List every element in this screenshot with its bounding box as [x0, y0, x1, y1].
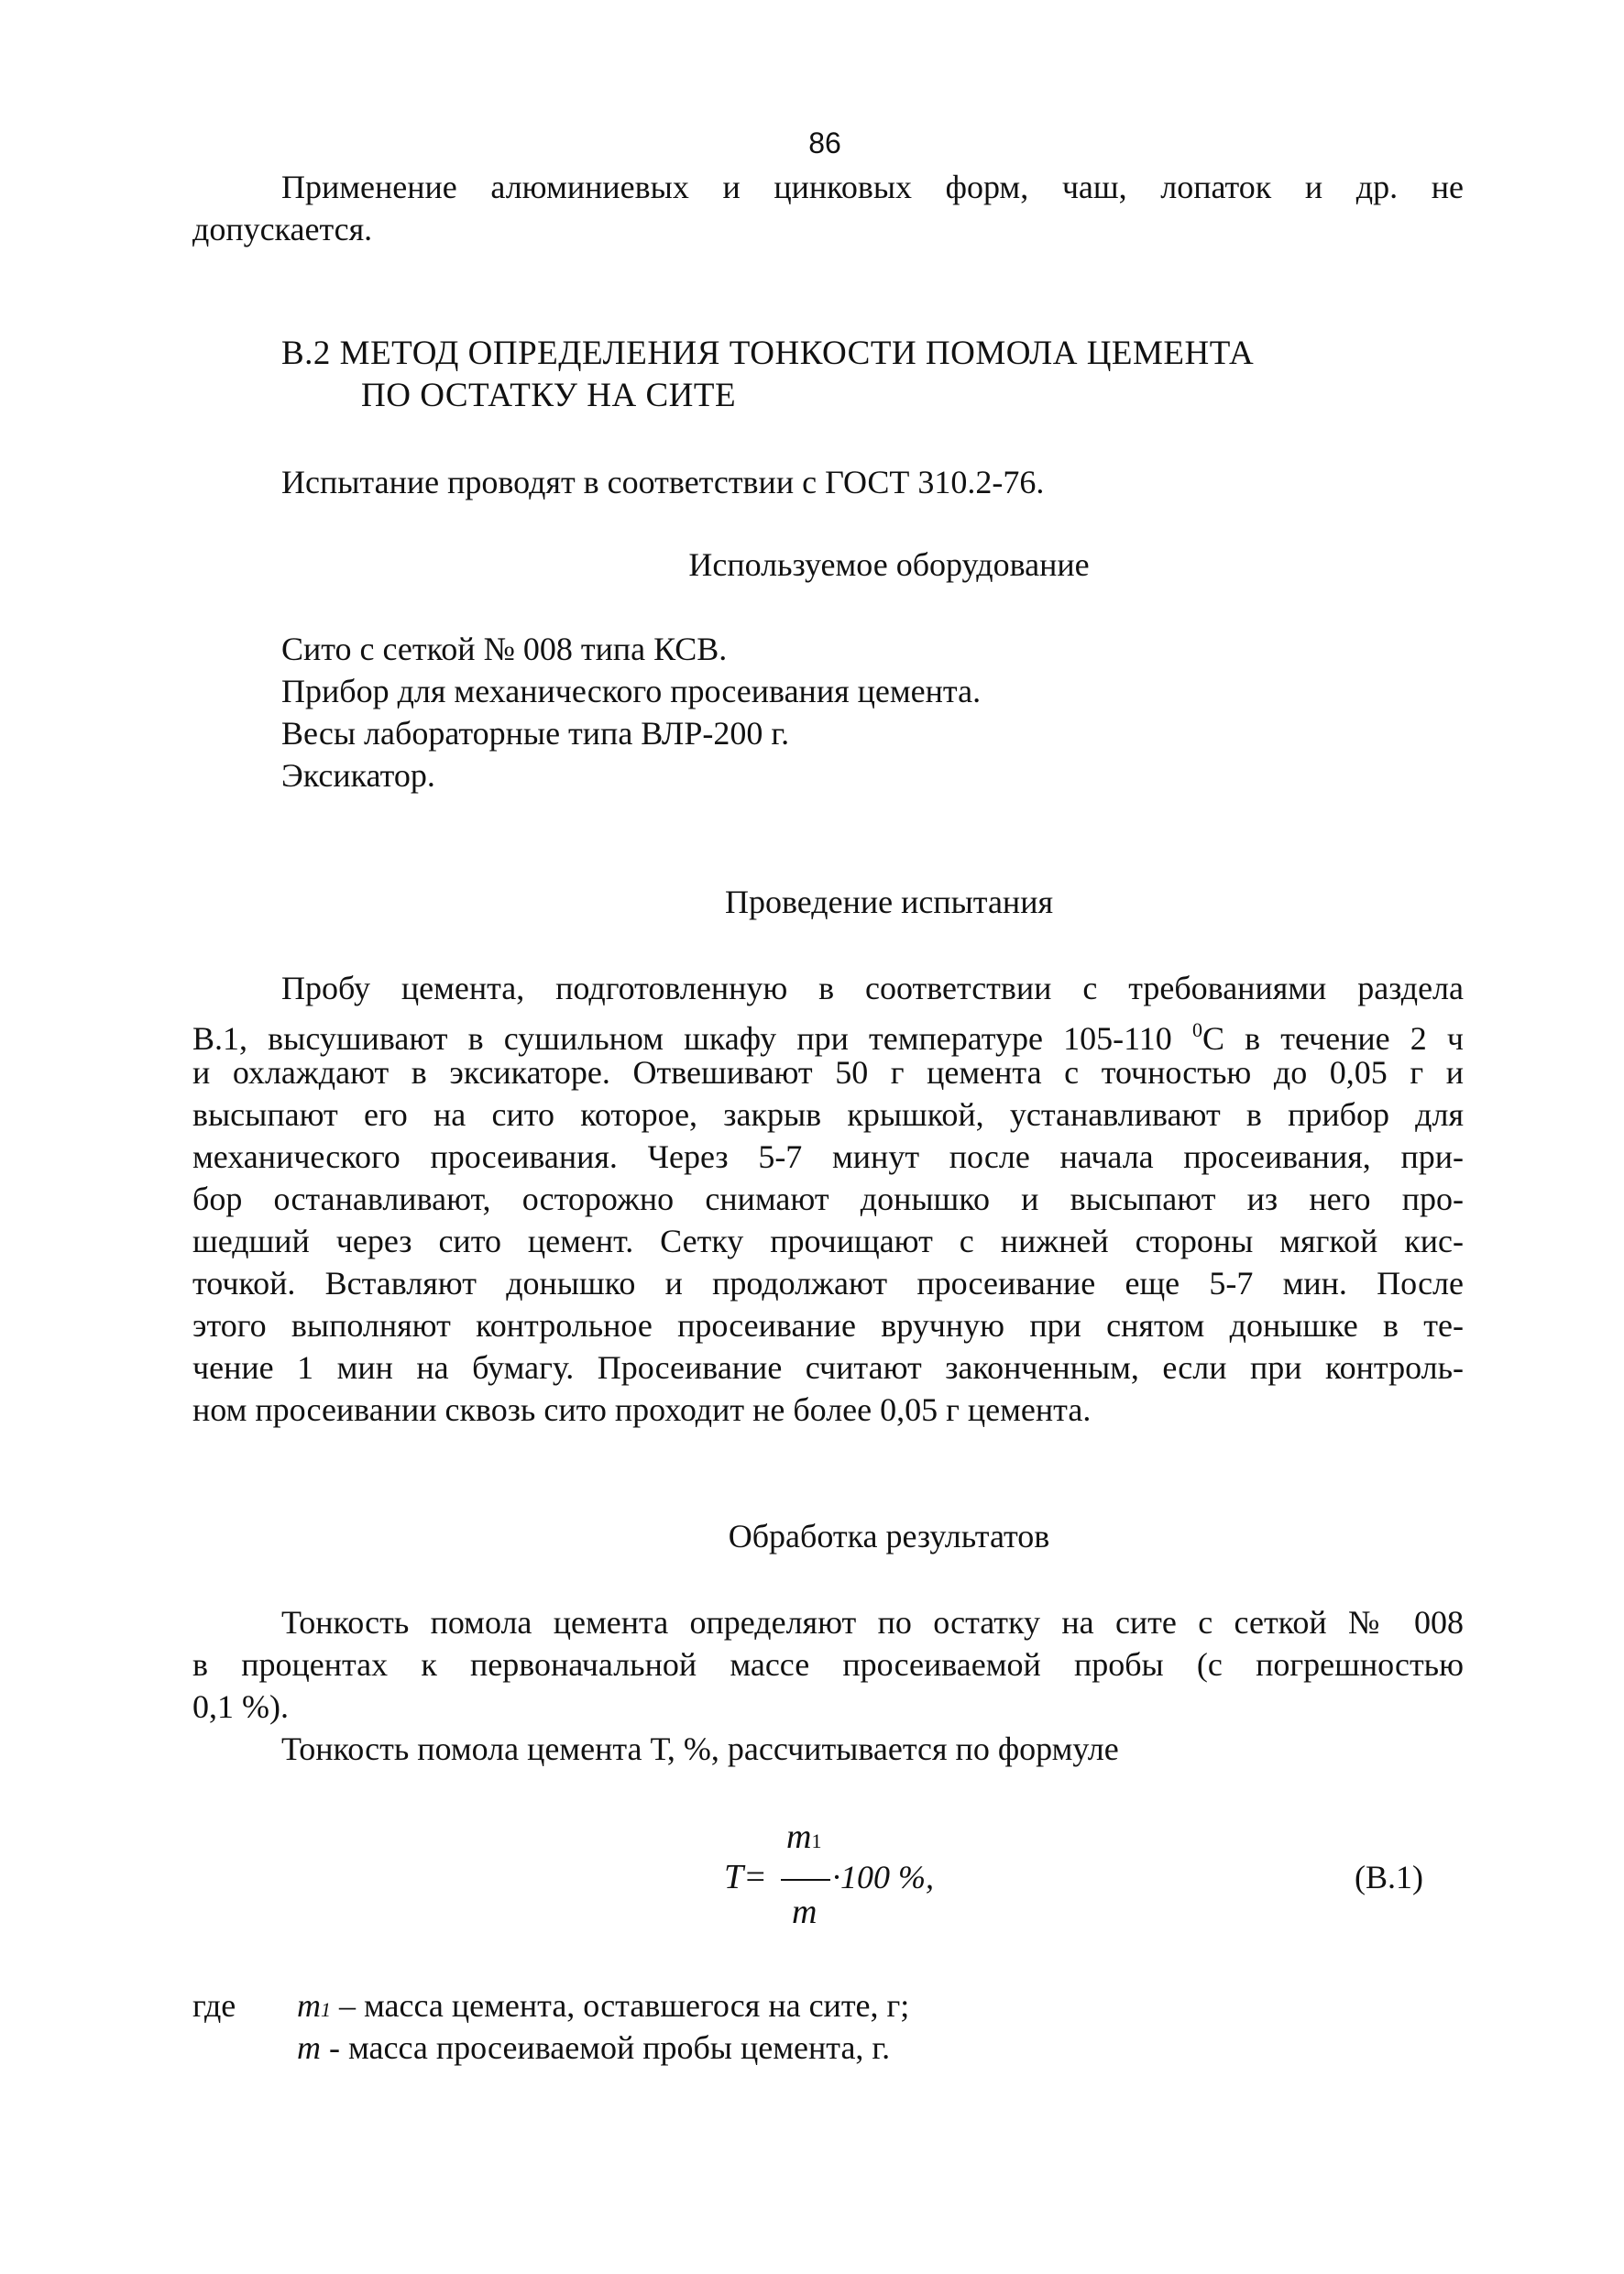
procedure-line: точкой. Вставляют донышко и продолжают просеивание еще 5-7 мин. После	[192, 1265, 1464, 1302]
results-line: 0,1 %).	[192, 1688, 289, 1725]
formula-rhs: ·100 %,	[832, 1859, 934, 1895]
legend-where: где	[192, 1987, 236, 2024]
formula-denominator: m	[792, 1893, 817, 1931]
procedure-line: чение 1 мин на бумагу. Просеивание считают законченным, если при контроль-	[192, 1349, 1464, 1386]
page-number: 86	[808, 126, 841, 159]
equipment-item: Сито с сеткой № 008 типа КСВ.	[281, 631, 728, 667]
results-line: Тонкость помола цемента определяют по остатку на сите с сеткой № 008	[281, 1604, 1464, 1641]
intro-line-1: Применение алюминиевых и цинковых форм, чаш, лопаток и др. не	[281, 169, 1464, 205]
procedure-line: этого выполняют контрольное просеивание вручную при снятом донышке в те-	[192, 1307, 1464, 1344]
procedure-line: шедший через сито цемент. Сетку прочищают с нижней стороны мягкой кис-	[192, 1223, 1464, 1259]
results-heading: Обработка результатов	[728, 1518, 1050, 1554]
equipment-item: Прибор для механического просеивания цемента.	[281, 673, 982, 709]
equipment-item: Весы лабораторные типа ВЛР-200 г.	[281, 715, 790, 752]
procedure-line: бор останавливают, осторожно снимают донышко и высыпают из него про-	[192, 1181, 1464, 1217]
formula-lhs: T=	[724, 1858, 767, 1896]
section-title-line-2: ПО ОСТАТКУ НА СИТЕ	[361, 377, 737, 414]
procedure-line: механического просеивания. Через 5-7 минут после начала просеивания, при-	[192, 1138, 1464, 1175]
intro-line-2: допускается.	[192, 211, 373, 247]
results-line: Тонкость помола цемента Т, %, рассчитывается по формуле	[281, 1730, 1119, 1767]
standard-reference: Испытание проводят в соответствии с ГОСТ 310.2-76.	[281, 464, 1045, 500]
formula-numerator: m1	[786, 1818, 822, 1856]
procedure-heading: Проведение испытания	[724, 884, 1054, 920]
formula-label: (В.1)	[1355, 1859, 1423, 1895]
fraction-bar	[781, 1879, 830, 1881]
legend-item: m1 – масса цемента, оставшегося на сите, г;	[297, 1987, 910, 2024]
section-title: В.2 МЕТОД ОПРЕДЕЛЕНИЯ ТОНКОСТИ ПОМОЛА ЦЕМЕНТА	[281, 335, 1255, 372]
procedure-line: и охлаждают в эксикаторе. Отвешивают 50 г цемента с точностью до 0,05 г и	[192, 1054, 1464, 1091]
legend-item: m - масса просеиваемой пробы цемента, г.	[297, 2029, 891, 2066]
procedure-line: высыпают его на сито которое, закрыв крышкой, устанавливают в прибор для	[192, 1096, 1464, 1133]
procedure-line: ном просеивании сквозь сито проходит не более 0,05 г цемента.	[192, 1391, 1092, 1428]
procedure-line: Пробу цемента, подготовленную в соответствии с требованиями раздела	[281, 970, 1464, 1006]
results-line: в процентах к первоначальной массе просеиваемой пробы (с погрешностью	[192, 1646, 1464, 1683]
procedure-line: В.1, высушивают в сушильном шкафу при температуре 105-110 $^0$С в течение 2 ч	[192, 1018, 1464, 1057]
equipment-heading: Используемое оборудование	[688, 546, 1090, 583]
equipment-item: Эксикатор.	[281, 757, 435, 794]
